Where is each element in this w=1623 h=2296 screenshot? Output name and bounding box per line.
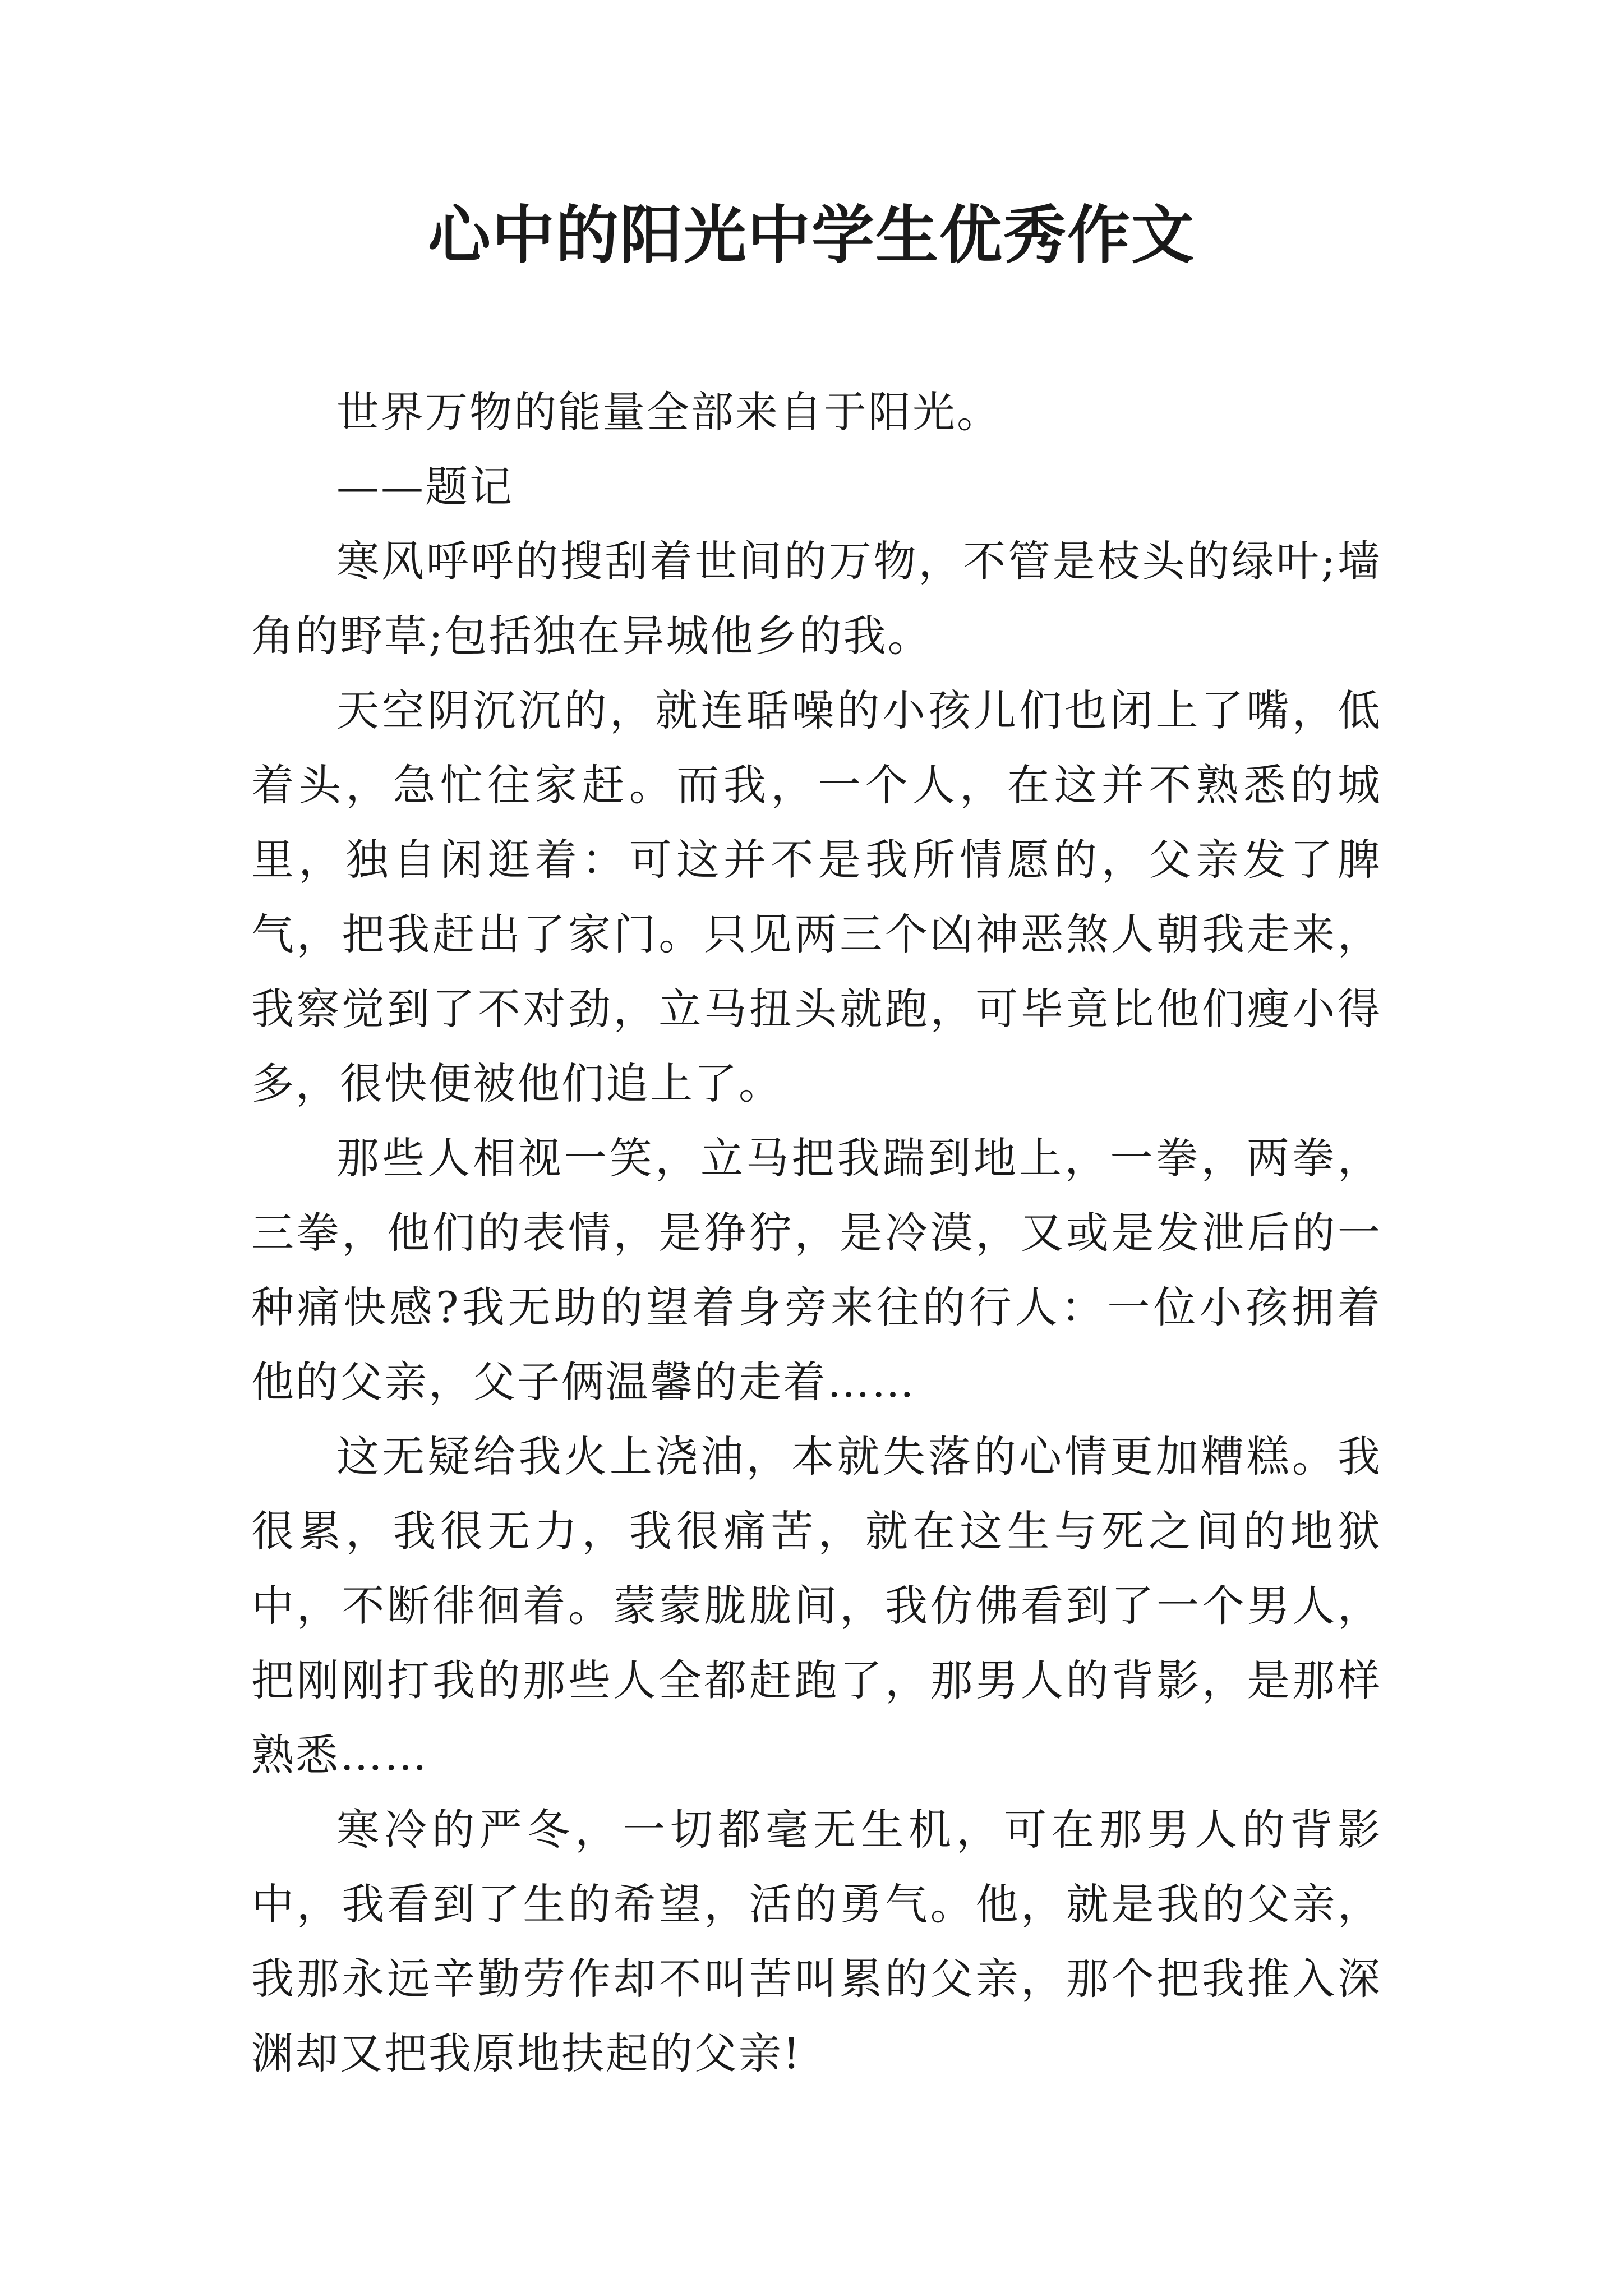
paragraph: 寒风呼呼的搜刮着世间的万物，不管是枝头的绿叶;墙角的野草;包括独在异城他乡的我。: [251, 536, 1382, 661]
epigraph: 世界万物的能量全部来自于阳光。: [336, 387, 1001, 437]
epigraph-attribution: ——题记: [336, 462, 514, 512]
page-title: 心中的阳光中学生优秀作文: [428, 199, 1195, 272]
paragraph: 天空阴沉沉的，就连聒噪的小孩儿们也闭上了嘴，低着头，急忙往家赶。而我，一个人，在这并不熟悉的城里，独自闲逛着：可这并不是我所情愿的，父亲发了脾气，把我赶出了家门。只见两三个凶神恶煞人朝我走来，我察觉到了不对劲，立马扭头就跑，可毕竟比他们瘦小得多，很快便被他们追上了。: [251, 685, 1382, 1108]
essay-body: [251, 375, 1382, 2091]
paragraph: 这无疑给我火上浇油，本就失落的心情更加糟糕。我很累，我很无力，我很痛苦，就在这生与死之间的地狱中，不断徘徊着。蒙蒙胧胧间，我仿佛看到了一个男人，把刚刚打我的那些人全都赶跑了，那男人的背影，是那样熟悉……: [251, 1432, 1382, 1780]
paragraph: 寒冷的严冬，一切都毫无生机，可在那男人的背影中，我看到了生的希望，活的勇气。他，就是我的父亲，我那永远辛勤劳作却不叫苦叫累的父亲，那个把我推入深渊却又把我原地扶起的父亲!: [251, 1805, 1382, 2078]
paragraph: 那些人相视一笑，立马把我踹到地上，一拳，两拳，三拳，他们的表情，是狰狞，是冷漠，又或是发泄后的一种痛快感?我无助的望着身旁来往的行人：一位小孩拥着他的父亲，父子俩温馨的走着……: [251, 1133, 1382, 1407]
